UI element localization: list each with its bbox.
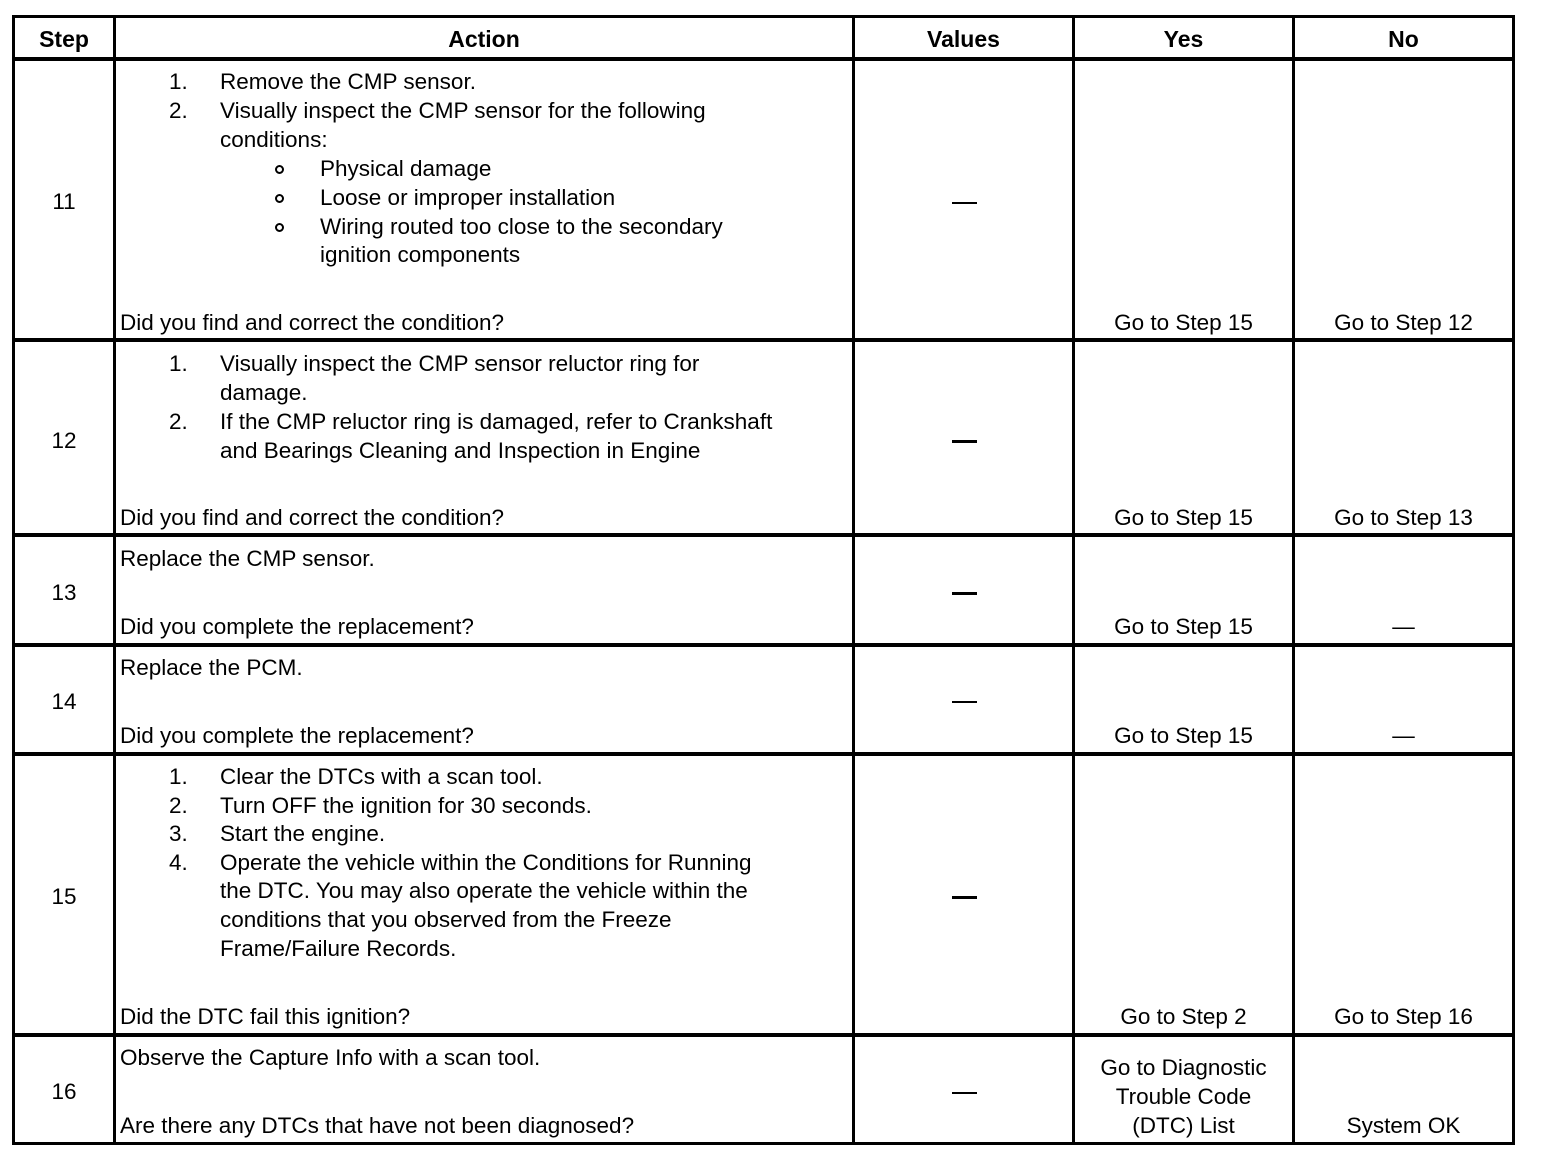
- bullet-icon: [275, 165, 284, 174]
- yes-link[interactable]: Go to Step 15: [1114, 505, 1253, 530]
- header-step: Step: [39, 26, 89, 52]
- step-number: 13: [51, 580, 77, 605]
- action-text: Visually inspect the CMP sensor reluctor ring for: [220, 351, 700, 376]
- step-number: 16: [51, 1079, 77, 1104]
- action-text: the DTC. You may also operate the vehicle within the: [220, 878, 748, 903]
- no-value: —: [1392, 723, 1415, 748]
- action-question: Did you complete the replacement?: [120, 723, 474, 748]
- list-number: 2.: [169, 793, 188, 818]
- action-question: Did the DTC fail this ignition?: [120, 1004, 411, 1029]
- action-text: and Bearings Cleaning and Inspection in Engine: [220, 438, 701, 463]
- step-number: 15: [51, 884, 77, 909]
- action-text: Observe the Capture Info with a scan tool.: [120, 1045, 541, 1070]
- row-divider: [15, 533, 1512, 537]
- row-divider: [15, 752, 1512, 756]
- action-text: conditions:: [220, 127, 328, 152]
- header-values: Values: [927, 26, 1000, 52]
- list-number: 1.: [169, 764, 188, 789]
- action-text: Frame/Failure Records.: [220, 936, 457, 961]
- no-value: —: [1392, 614, 1415, 639]
- no-value: System OK: [1346, 1113, 1461, 1138]
- yes-link-line[interactable]: Go to Diagnostic: [1100, 1055, 1267, 1080]
- header-yes: Yes: [1163, 26, 1204, 52]
- diagnostic-table: [12, 15, 1515, 1145]
- column-divider: [113, 18, 116, 1142]
- yes-link[interactable]: Go to Step 15: [1114, 310, 1253, 335]
- list-number: 1.: [169, 351, 188, 376]
- list-number: 3.: [169, 821, 188, 846]
- action-text: Remove the CMP sensor.: [220, 69, 476, 94]
- action-text: Visually inspect the CMP sensor for the following: [220, 98, 706, 123]
- yes-link[interactable]: Go to Step 2: [1120, 1004, 1247, 1029]
- action-text: conditions that you observed from the Freeze: [220, 907, 672, 932]
- row-divider: [15, 338, 1512, 342]
- bullet-text: Physical damage: [320, 156, 492, 181]
- no-link[interactable]: Go to Step 12: [1334, 310, 1473, 335]
- bullet-icon: [275, 194, 284, 203]
- column-divider: [1072, 18, 1075, 1142]
- yes-link-line[interactable]: Trouble Code: [1115, 1084, 1252, 1109]
- action-text: Clear the DTCs with a scan tool.: [220, 764, 543, 789]
- bullet-text: Loose or improper installation: [320, 185, 616, 210]
- action-question: Did you complete the replacement?: [120, 614, 474, 639]
- values-dash: [952, 202, 977, 204]
- values-dash: [952, 440, 977, 443]
- action-text: If the CMP reluctor ring is damaged, refer to Crankshaft: [220, 409, 773, 434]
- action-text: Turn OFF the ignition for 30 seconds.: [220, 793, 592, 818]
- row-divider: [15, 57, 1512, 61]
- column-divider: [1292, 18, 1295, 1142]
- action-question: Did you find and correct the condition?: [120, 310, 504, 335]
- action-text: Replace the CMP sensor.: [120, 546, 375, 571]
- yes-link[interactable]: Go to Step 15: [1114, 614, 1253, 639]
- action-text: Operate the vehicle within the Conditions for Running: [220, 850, 752, 875]
- values-dash: [952, 896, 977, 899]
- step-number: 14: [51, 689, 77, 714]
- action-text: damage.: [220, 380, 308, 405]
- action-question: Are there any DTCs that have not been diagnosed?: [120, 1113, 635, 1138]
- no-link[interactable]: Go to Step 13: [1334, 505, 1473, 530]
- row-divider: [15, 643, 1512, 647]
- action-text: Start the engine.: [220, 821, 386, 846]
- row-divider: [15, 1033, 1512, 1037]
- bullet-text: ignition components: [320, 242, 521, 267]
- no-link[interactable]: Go to Step 16: [1334, 1004, 1473, 1029]
- list-number: 4.: [169, 850, 188, 875]
- bullet-text: Wiring routed too close to the secondary: [320, 214, 723, 239]
- header-no: No: [1388, 26, 1419, 52]
- step-number: 12: [51, 428, 77, 453]
- column-divider: [852, 18, 855, 1142]
- list-number: 1.: [169, 69, 188, 94]
- yes-link-line[interactable]: (DTC) List: [1132, 1113, 1235, 1138]
- list-number: 2.: [169, 409, 188, 434]
- values-dash: [952, 701, 977, 703]
- action-text: Replace the PCM.: [120, 655, 303, 680]
- values-dash: [952, 592, 977, 595]
- step-number: 11: [52, 189, 76, 214]
- header-action: Action: [448, 26, 520, 52]
- yes-link[interactable]: Go to Step 15: [1114, 723, 1253, 748]
- list-number: 2.: [169, 98, 188, 123]
- action-question: Did you find and correct the condition?: [120, 505, 504, 530]
- bullet-icon: [275, 223, 284, 232]
- values-dash: [952, 1092, 977, 1094]
